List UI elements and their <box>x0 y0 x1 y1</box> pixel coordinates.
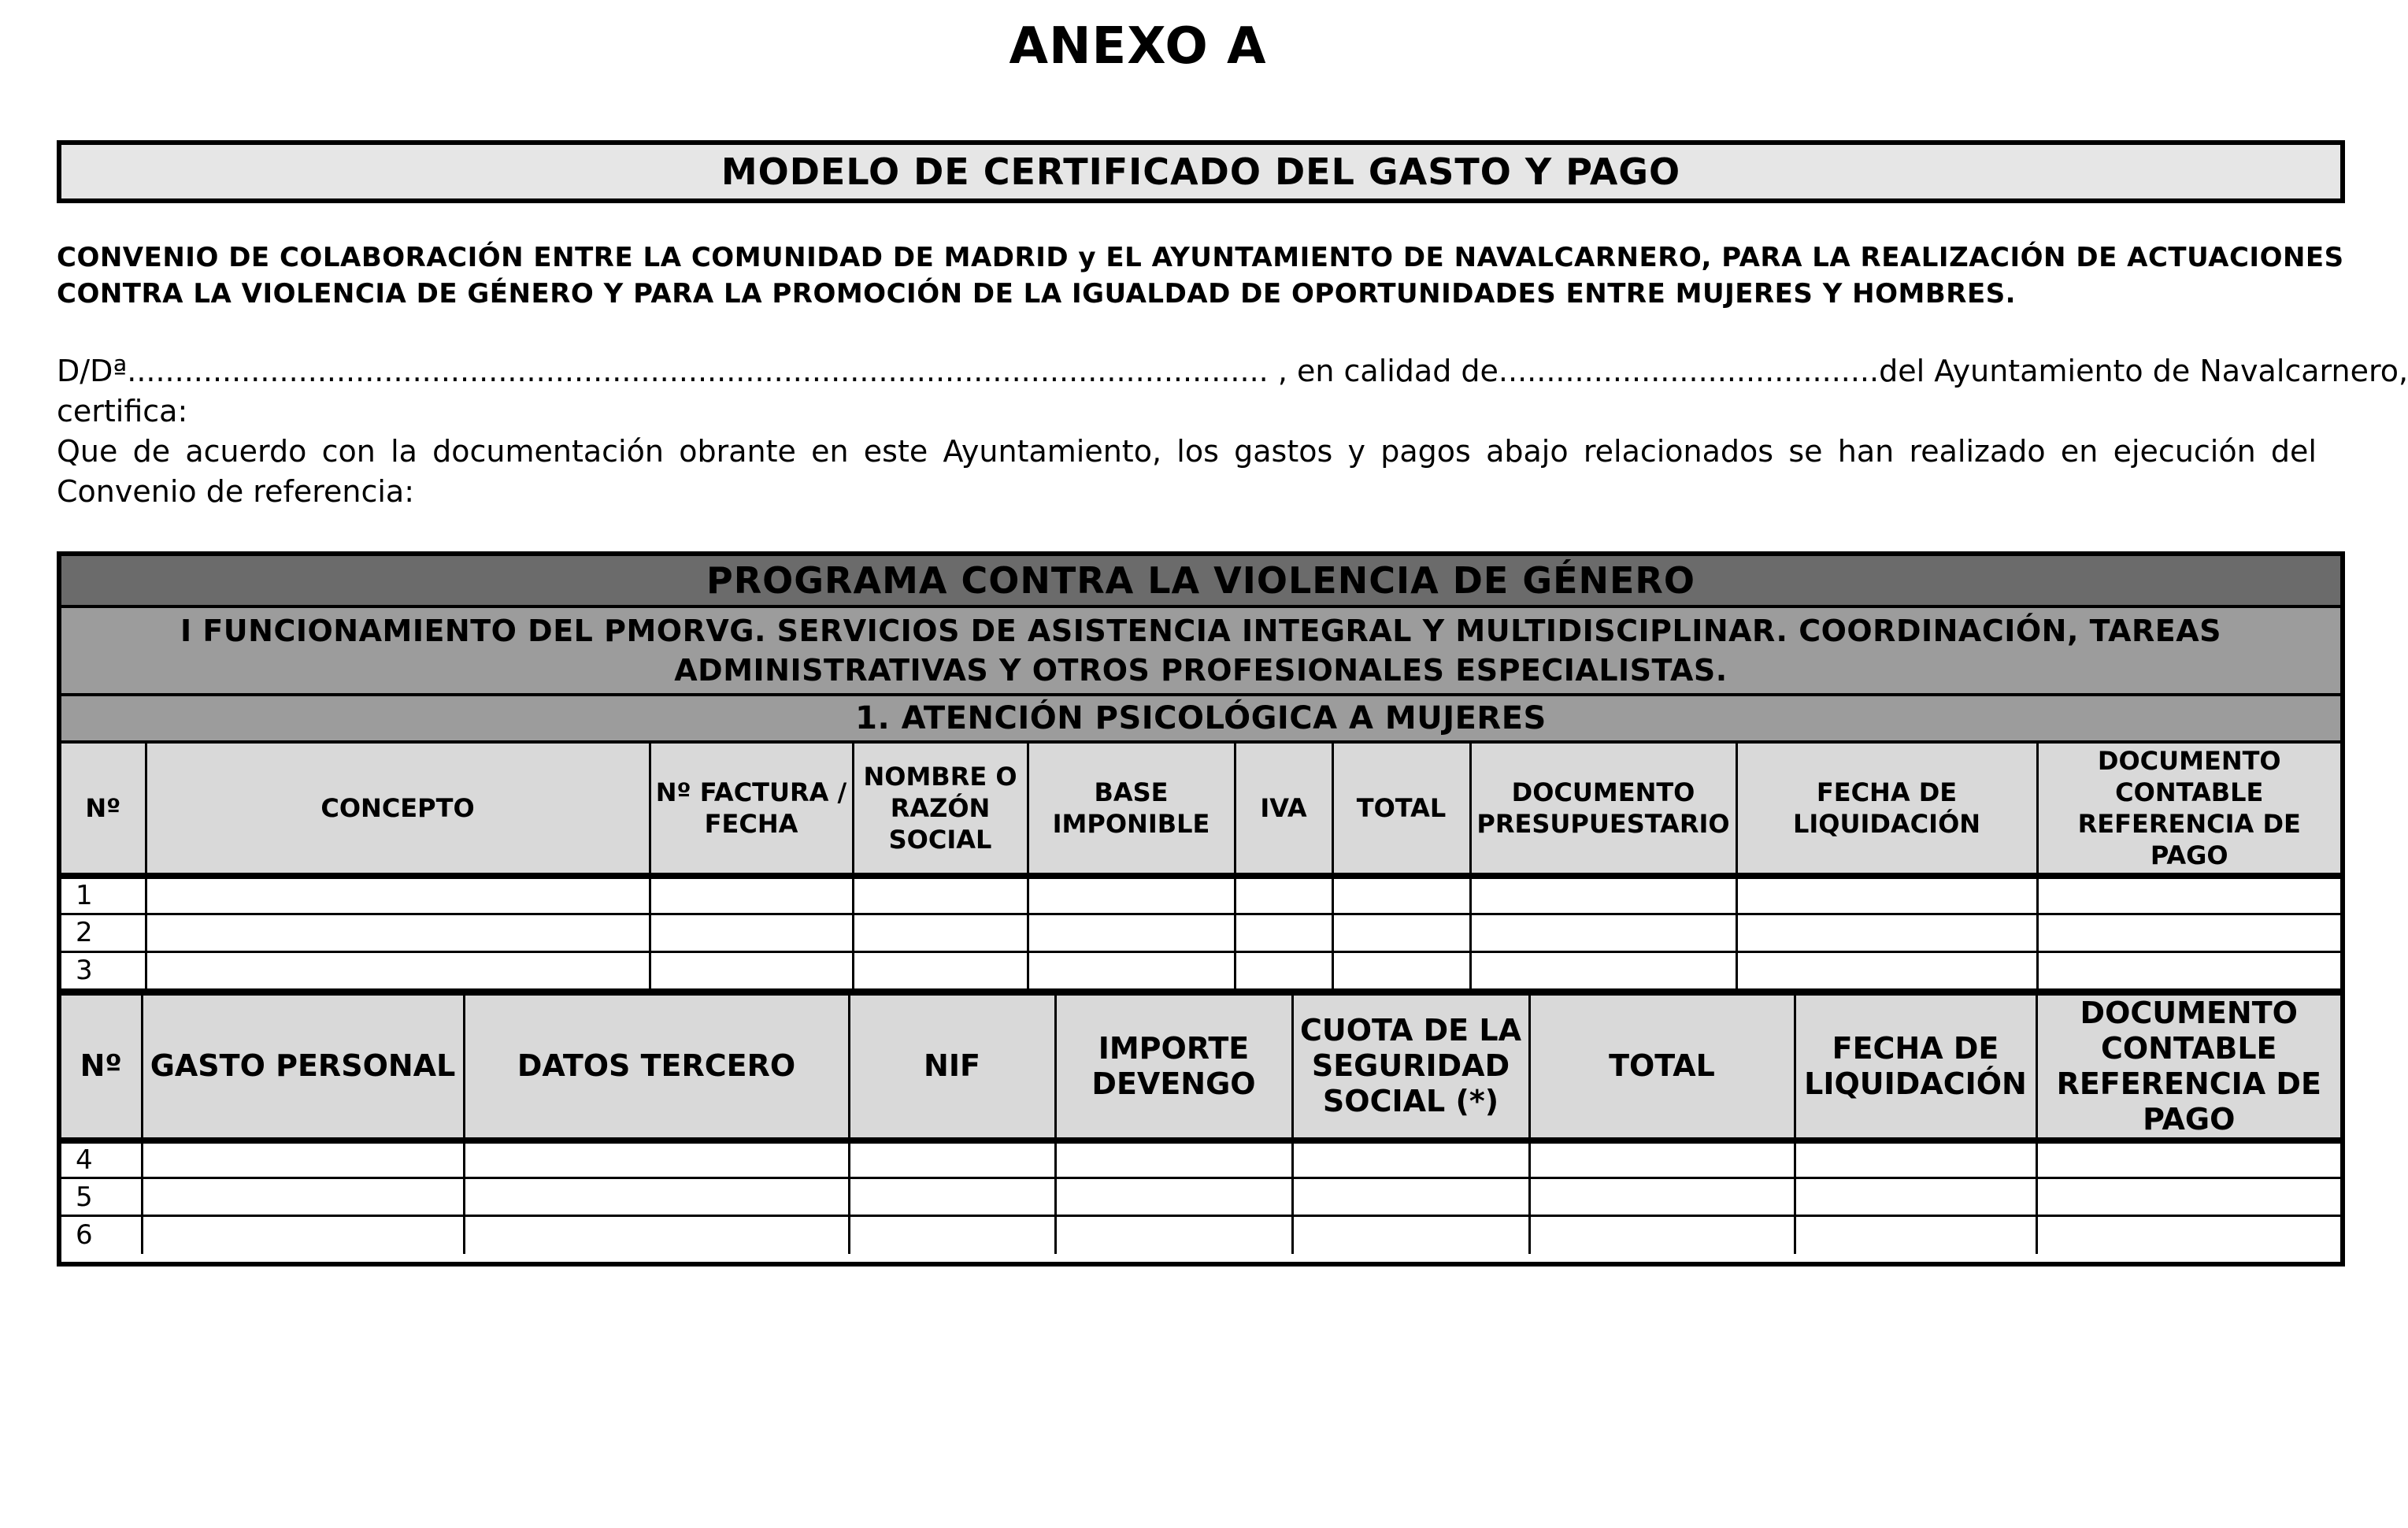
header-base-imponible: BASE IMPONIBLE <box>1028 744 1235 876</box>
row-number: 6 <box>61 1216 142 1254</box>
header-no: Nº <box>61 993 142 1140</box>
calidad-label: , en calidad de <box>1268 354 1499 388</box>
total-cell[interactable] <box>1332 914 1470 951</box>
program-title: PROGRAMA CONTRA LA VIOLENCIA DE GÉNERO <box>61 556 2340 608</box>
table-row <box>61 1216 2340 1254</box>
header-razon-social: NOMBRE O RAZÓN SOCIAL <box>853 744 1028 876</box>
datos-tercero-cell[interactable] <box>464 1140 849 1178</box>
datos-tercero-cell[interactable] <box>464 1178 849 1216</box>
fecha-liquidacion-cell[interactable] <box>1795 1140 2036 1178</box>
dd-label: D/Dª <box>57 354 128 388</box>
documento-contable-cell[interactable] <box>2036 1178 2340 1216</box>
concepto-cell[interactable] <box>146 876 650 914</box>
cuota-seguridad-social-cell[interactable] <box>1292 1140 1529 1178</box>
header-fecha-liquidacion: FECHA DE LIQUIDACIÓN <box>1795 993 2036 1140</box>
header-documento-contable: DOCUMENTO CONTABLE REFERENCIA DE PAGO <box>2037 744 2340 876</box>
header-factura: Nº FACTURA / FECHA <box>650 744 853 876</box>
header-total: TOTAL <box>1529 993 1795 1140</box>
documento-presupuestario-cell[interactable] <box>1470 914 1736 951</box>
concepto-cell[interactable] <box>146 914 650 951</box>
header-gasto-personal: GASTO PERSONAL <box>142 993 464 1140</box>
cuota-seguridad-social-cell[interactable] <box>1292 1216 1529 1254</box>
gasto-personal-cell[interactable] <box>142 1140 464 1178</box>
gasto-personal-cell[interactable] <box>142 1216 464 1254</box>
documento-contable-cell[interactable] <box>2037 914 2340 951</box>
certificate-first-line <box>57 351 2408 391</box>
base-imponible-cell[interactable] <box>1028 914 1235 951</box>
documento-contable-cell[interactable] <box>2037 951 2340 989</box>
nif-cell[interactable] <box>849 1216 1055 1254</box>
documento-presupuestario-cell[interactable] <box>1470 951 1736 989</box>
program-subsection: 1. ATENCIÓN PSICOLÓGICA A MUJERES <box>61 696 2340 744</box>
fecha-liquidacion-cell[interactable] <box>1795 1216 2036 1254</box>
total-cell[interactable] <box>1332 876 1470 914</box>
ayuntamiento-text: del Ayuntamiento de Navalcarnero, <box>1879 354 2408 388</box>
fecha-liquidacion-cell[interactable] <box>1736 951 2037 989</box>
certificate-text <box>57 351 2408 512</box>
model-title: MODELO DE CERTIFICADO DEL GASTO Y PAGO <box>57 140 2345 203</box>
factura-cell[interactable] <box>650 876 853 914</box>
header-cuota-seguridad-social: CUOTA DE LA SEGURIDAD SOCIAL (*) <box>1292 993 1529 1140</box>
gasto-personal-cell[interactable] <box>142 1178 464 1216</box>
row-number: 4 <box>61 1140 142 1178</box>
header-datos-tercero: DATOS TERCERO <box>464 993 849 1140</box>
base-imponible-cell[interactable] <box>1028 876 1235 914</box>
iva-cell[interactable] <box>1235 876 1332 914</box>
razon-social-cell[interactable] <box>853 951 1028 989</box>
table-row <box>61 1178 2340 1216</box>
header-no: Nº <box>61 744 146 876</box>
fecha-liquidacion-cell[interactable] <box>1795 1178 2036 1216</box>
header-documento-contable: DOCUMENTO CONTABLE REFERENCIA DE PAGO <box>2036 993 2340 1140</box>
importe-devengo-cell[interactable] <box>1055 1178 1292 1216</box>
razon-social-cell[interactable] <box>853 876 1028 914</box>
factura-cell[interactable] <box>650 914 853 951</box>
header-concepto: CONCEPTO <box>146 744 650 876</box>
row-number: 5 <box>61 1178 142 1216</box>
row-number: 1 <box>61 876 146 914</box>
header-importe-devengo: IMPORTE DEVENGO <box>1055 993 1292 1140</box>
header-total: TOTAL <box>1332 744 1470 876</box>
dd-blank[interactable]: ........................................................................................................................ <box>127 354 1269 388</box>
total-cell[interactable] <box>1332 951 1470 989</box>
iva-cell[interactable] <box>1235 914 1332 951</box>
personnel-table-header <box>61 993 2340 1140</box>
total-cell[interactable] <box>1529 1140 1795 1178</box>
invoice-table-header <box>61 744 2340 876</box>
documento-presupuestario-cell[interactable] <box>1470 876 1736 914</box>
razon-social-cell[interactable] <box>853 914 1028 951</box>
total-cell[interactable] <box>1529 1216 1795 1254</box>
convenio-text: CONVENIO DE COLABORACIÓN ENTRE LA COMUNIDAD DE MADRID y EL AYUNTAMIENTO DE NAVALCARNERO, PARA LA REALIZACIÓN DE ACTUACIONES CONTRA LA VIOLENCIA DE GÉNERO Y PARA LA PROMOCIÓN DE LA IGUALDAD DE OPORTUNIDADES ENTRE MUJERES Y HOMBRES. <box>57 242 2344 310</box>
header-documento-presupuestario: DOCUMENTO PRESUPUESTARIO <box>1470 744 1736 876</box>
nif-cell[interactable] <box>849 1140 1055 1178</box>
fecha-liquidacion-cell[interactable] <box>1736 914 2037 951</box>
certifica-text: certifica: <box>57 394 188 428</box>
row-number: 3 <box>61 951 146 989</box>
annex-title: ANEXO A <box>1009 17 1267 76</box>
statement-text: Que de acuerdo con la documentación obrante en este Ayuntamiento, los gastos y pagos abajo relacionados se han realizado en ejecución del Convenio de referencia: <box>57 434 2317 509</box>
table-row <box>61 914 2340 951</box>
importe-devengo-cell[interactable] <box>1055 1140 1292 1178</box>
personnel-table <box>61 991 2340 1254</box>
base-imponible-cell[interactable] <box>1028 951 1235 989</box>
factura-cell[interactable] <box>650 951 853 989</box>
header-nif: NIF <box>849 993 1055 1140</box>
table-row <box>61 1140 2340 1178</box>
nif-cell[interactable] <box>849 1178 1055 1216</box>
documento-contable-cell[interactable] <box>2036 1216 2340 1254</box>
invoice-table <box>61 744 2340 991</box>
iva-cell[interactable] <box>1235 951 1332 989</box>
datos-tercero-cell[interactable] <box>464 1216 849 1254</box>
header-fecha-liquidacion: FECHA DE LIQUIDACIÓN <box>1736 744 2037 876</box>
header-iva: IVA <box>1235 744 1332 876</box>
row-number: 2 <box>61 914 146 951</box>
fecha-liquidacion-cell[interactable] <box>1736 876 2037 914</box>
cuota-seguridad-social-cell[interactable] <box>1292 1178 1529 1216</box>
documento-contable-cell[interactable] <box>2037 876 2340 914</box>
concepto-cell[interactable] <box>146 951 650 989</box>
expense-form <box>57 551 2345 1267</box>
total-cell[interactable] <box>1529 1178 1795 1216</box>
calidad-blank[interactable]: ........................................ <box>1498 354 1880 388</box>
table-row <box>61 876 2340 914</box>
table-row <box>61 951 2340 989</box>
program-section: I FUNCIONAMIENTO DEL PMORVG. SERVICIOS DE ASISTENCIA INTEGRAL Y MULTIDISCIPLINAR. COORDINACIÓN, TAREAS ADMINISTRATIVAS Y OTROS PROFESIONALES ESPECIALISTAS. <box>61 608 2340 696</box>
importe-devengo-cell[interactable] <box>1055 1216 1292 1254</box>
documento-contable-cell[interactable] <box>2036 1140 2340 1178</box>
